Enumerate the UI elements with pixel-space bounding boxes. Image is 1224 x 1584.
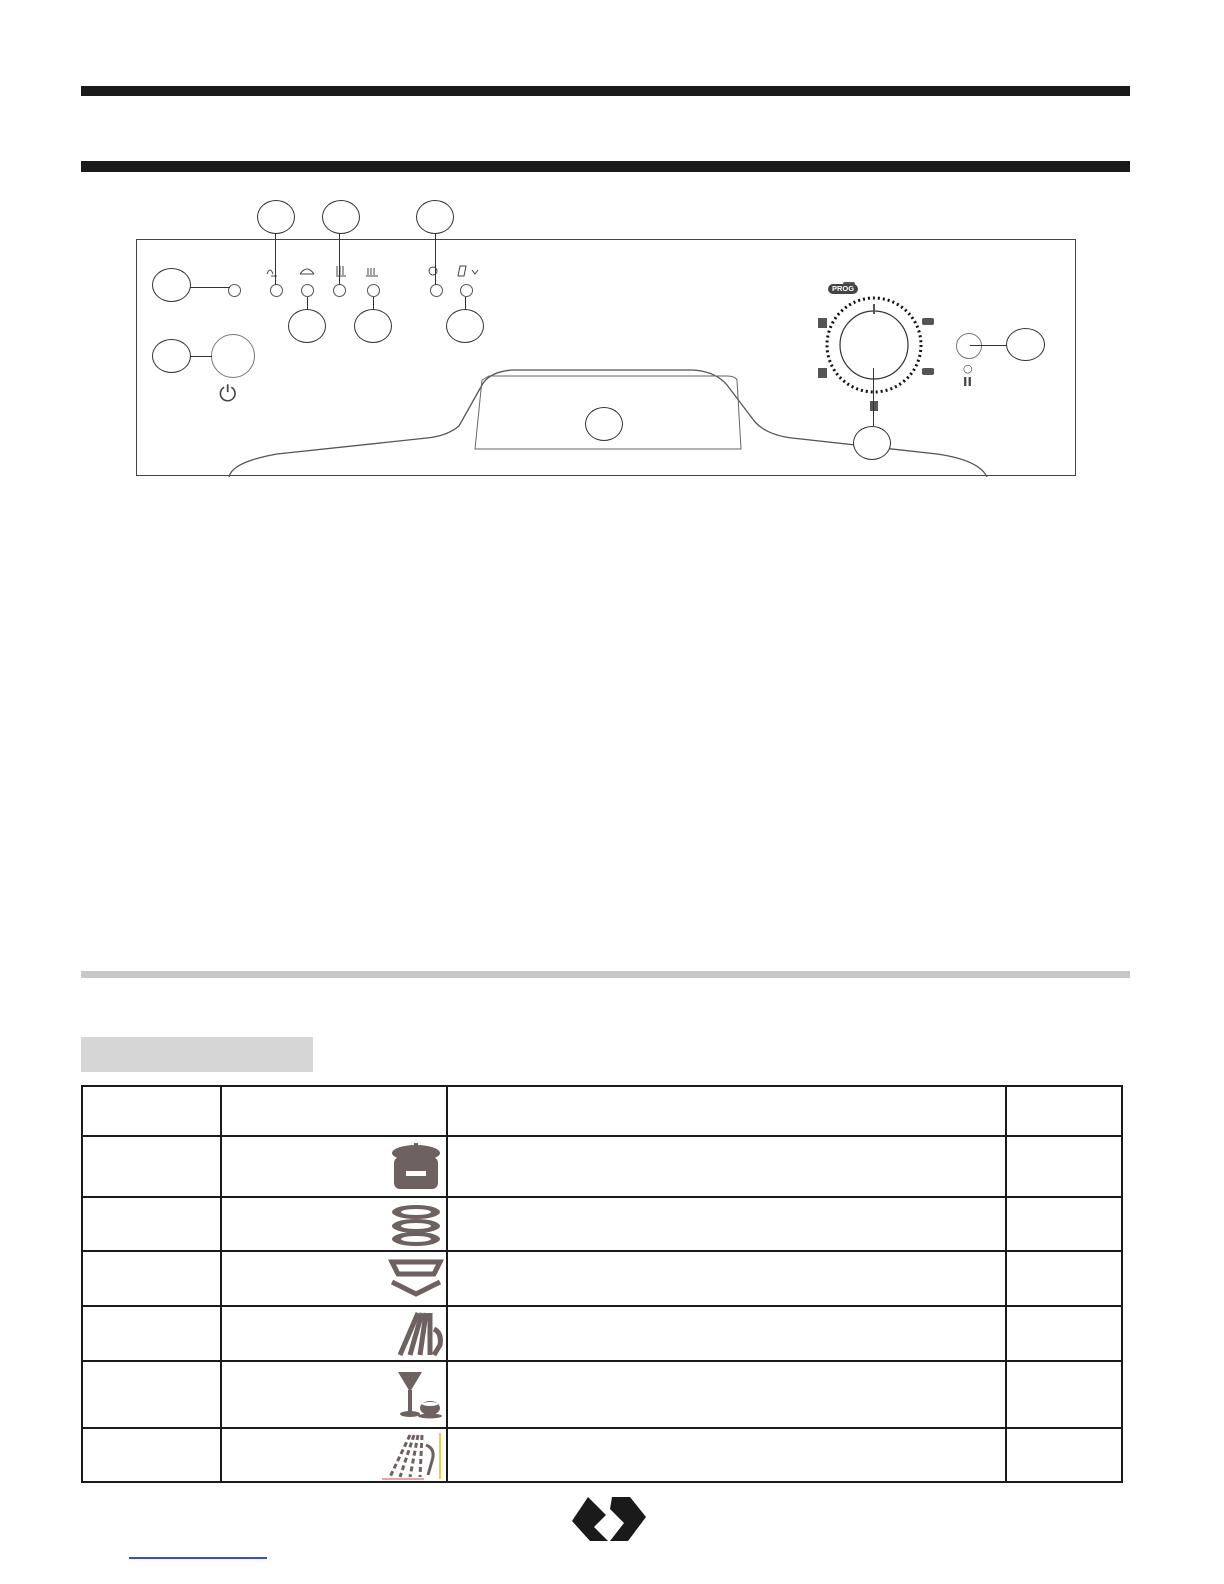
program-dial[interactable] — [818, 278, 938, 418]
table-row — [82, 1197, 1122, 1251]
led-main — [228, 284, 241, 297]
led-symbols — [262, 262, 502, 280]
callout-circle — [853, 426, 891, 460]
table-row — [82, 1306, 1122, 1361]
section-label-box — [81, 1037, 313, 1072]
led-2 — [301, 284, 314, 297]
brand-logo — [570, 1493, 648, 1545]
header-cell — [447, 1086, 1006, 1136]
callout-circle — [416, 200, 454, 234]
callout-circle — [322, 200, 360, 234]
callout-circle — [257, 200, 295, 234]
icon-cell — [221, 1306, 447, 1361]
table-row — [82, 1428, 1122, 1482]
header-cell — [82, 1086, 221, 1136]
leader-line — [275, 229, 276, 285]
leader-line — [190, 287, 230, 288]
led-5 — [430, 284, 443, 297]
callout-circle — [152, 268, 191, 302]
callout-circle — [1006, 328, 1045, 361]
spray-bars-icon — [388, 1311, 444, 1359]
table-row — [82, 1361, 1122, 1428]
pause-symbol: II — [963, 375, 972, 389]
glass-and-cup-icon — [388, 1368, 444, 1424]
header-cell — [1006, 1086, 1122, 1136]
rinse-hold-icon — [380, 1431, 444, 1481]
prog-badge: PROG — [828, 284, 858, 294]
icon-cell — [221, 1428, 447, 1482]
callout-circle — [152, 339, 191, 373]
table-row — [82, 1251, 1122, 1306]
chevron-layers-icon — [388, 1258, 444, 1302]
leader-line — [970, 345, 1007, 346]
top-rule — [81, 86, 1130, 96]
pot-icon — [388, 1141, 444, 1193]
power-button[interactable] — [211, 334, 255, 378]
led-6 — [460, 284, 473, 297]
stacked-plates-icon — [388, 1202, 444, 1248]
icon-cell — [221, 1136, 447, 1197]
led-3 — [333, 284, 346, 297]
table-header-row — [82, 1086, 1122, 1136]
leader-line — [873, 368, 874, 426]
power-icon: ⏻ — [219, 382, 237, 407]
callout-circle — [585, 407, 623, 441]
section-divider — [81, 971, 1130, 978]
icon-cell — [221, 1251, 447, 1306]
callout-circle — [446, 309, 484, 343]
link-underline[interactable] — [129, 1557, 267, 1559]
table-row — [82, 1136, 1122, 1197]
icon-cell — [221, 1197, 447, 1251]
header-cell — [221, 1086, 447, 1136]
programs-table — [81, 1085, 1123, 1483]
leader-line — [190, 356, 212, 357]
callout-circle — [354, 309, 392, 343]
leader-line — [435, 229, 436, 285]
led-4 — [367, 284, 380, 297]
second-rule — [81, 161, 1130, 172]
icon-cell — [221, 1361, 447, 1428]
callout-circle — [288, 309, 326, 343]
leader-line — [339, 229, 340, 285]
led-1 — [270, 284, 283, 297]
start-symbol: ○ — [963, 362, 973, 375]
